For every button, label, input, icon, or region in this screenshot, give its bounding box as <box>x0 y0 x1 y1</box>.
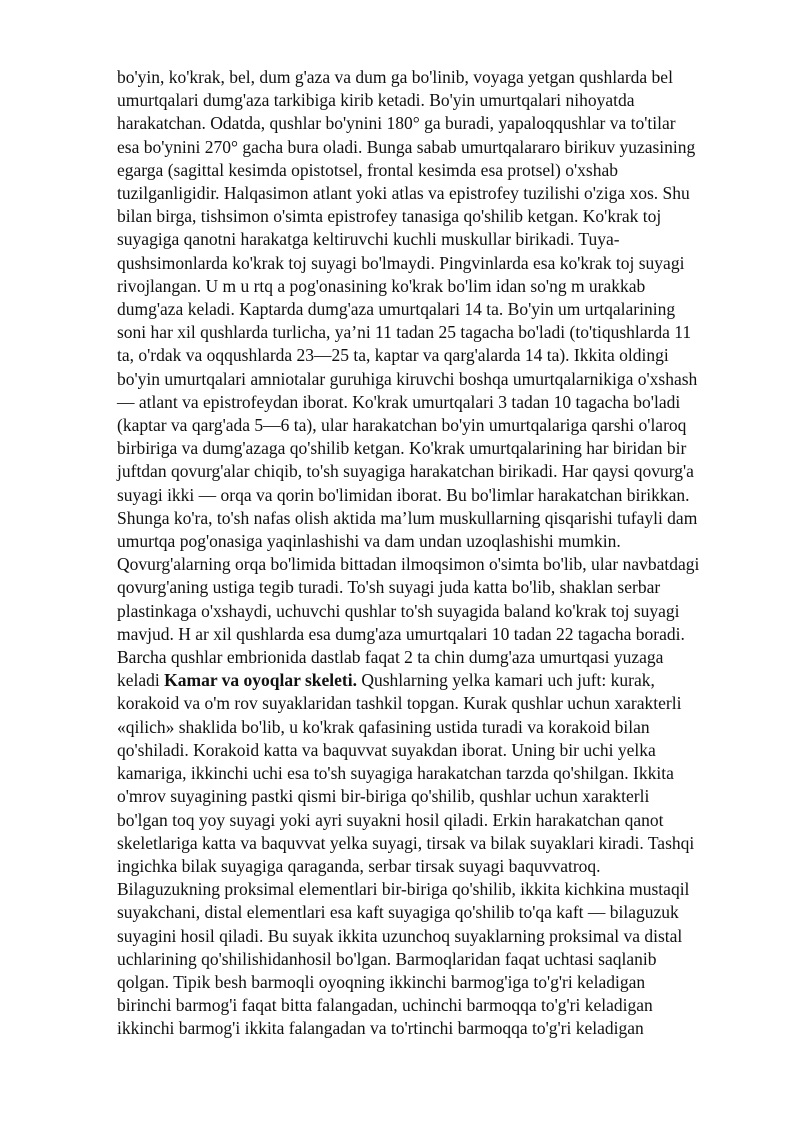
text-line: birinchi barmog'i faqat bitta falangadan, uchinchi barmoqqa to'g'ri keladigan <box>117 995 653 1016</box>
text-line: suyagiga qanotni harakatga keltiruvchi kuchli muskullar birikadi. Tuya- <box>117 229 620 250</box>
text-line: Shunga ko'ra, to'sh nafas olish aktida ma’lum muskullarning qisqarishi tufayli dam <box>117 507 698 528</box>
text-line: suyagini hosil qiladi. Bu suyak ikkita uzunchoq suyaklarning proksimal va distal <box>117 925 683 946</box>
text-line: «qilich» shaklida bo'lib, u ko'krak qafasining ustida turadi va korakoid bilan <box>117 716 650 737</box>
text-line: dumg'aza keladi. Kaptarda dumg'aza umurtqalari 14 ta. Bo'yin um urtqalarining <box>117 299 676 320</box>
text-line: bilan birga, tishsimon o'simta epistrofey tanasiga qo'shilib ketgan. Ko'krak toj <box>117 206 662 227</box>
heading-line <box>117 669 707 692</box>
text-line: kamariga, ikkinchi uchi esa to'sh suyagiga harakatchan tarzda qo'shilgan. Ikkita <box>117 763 674 784</box>
text-line: qo'shiladi. Korakoid katta va baquvvat suyakdan iborat. Uning bir uchi yelka <box>117 739 656 760</box>
text-line: — atlant va epistrofeydan iborat. Ko'krak umurtqalari 3 tadan 10 tagacha bo'ladi <box>117 391 681 412</box>
text-line: birbiriga va dumg'azaga qo'shilib ketgan. Ko'krak umurtqalarining har biridan bir <box>117 438 687 459</box>
text-line: qushsimonlarda ko'krak toj suyagi bo'lmaydi. Pingvinlarda esa ko'krak toj suyagi <box>117 252 685 273</box>
text-line: o'mrov suyagining pastki qismi bir-biriga qo'shilib, qushlar uchun xarakterli <box>117 786 650 807</box>
document-page <box>117 66 707 1041</box>
text-line: esa bo'ynini 270° gacha bura oladi. Bunga sabab umurtqalararo birikuv yuzasining <box>117 136 696 157</box>
text-line: mavjud. H ar xil qushlarda esa dumg'aza umurtqalari 10 tadan 22 tagacha boradi. <box>117 623 685 644</box>
heading-line-before: keladi <box>117 670 165 691</box>
text-line: tuzilganligidir. Halqasimon atlant yoki atlas va epistrofey tuzilishi o'ziga xos. Shu <box>117 183 690 204</box>
text-line: umurtqalari dumg'aza tarkibiga kirib ketadi. Bo'yin umurtqalari nihoyatda <box>117 90 635 111</box>
text-line: juftdan qovurg'alar chiqib, to'sh suyagiga harakatchan birikadi. Har qaysi qovurg'a <box>117 461 694 482</box>
text-line: harakatchan. Odatda, qushlar bo'ynini 180° ga buradi, yapaloqqushlar va to'tilar <box>117 113 676 134</box>
text-line: ta, o'rdak va oqqushlarda 23—25 ta, kaptar va qarg'alarda 14 ta). Ikkita oldingi <box>117 345 669 366</box>
text-line: Bilaguzukning proksimal elementlari bir-biriga qo'shilib, ikkita kichkina mustaqil <box>117 879 690 900</box>
heading-line-after: Qushlarning yelka kamari uch juft: kurak, <box>356 670 655 691</box>
text-line: ikkinchi barmog'i ikkita falangadan va to'rtinchi barmoqqa to'g'ri keladigan <box>117 1018 644 1039</box>
section-heading: Kamar va oyoqlar skeleti. <box>164 670 357 691</box>
text-line: Qovurg'alarning orqa bo'limida bittadan ilmoqsimon o'simta bo'lib, ular navbatdagi <box>117 554 700 575</box>
text-line: soni har xil qushlarda turlicha, ya’ni 11 tadan 25 tagacha bo'ladi (to'tiqushlarda 11 <box>117 322 692 343</box>
text-line: bo'yin, ko'krak, bel, dum g'aza va dum ga bo'linib, voyaga yetgan qushlarda bel <box>117 67 673 87</box>
text-line: rivojlangan. U m u rtq a pog'onasining ko'krak bo'lim idan so'ng m urakkab <box>117 275 646 296</box>
text-line: suyagi ikki — orqa va qorin bo'limidan iborat. Bu bo'limlar harakatchan birikkan. <box>117 484 690 505</box>
text-line: uchlarining qo'shilishidanhosil bo'lgan. Barmoqlaridan faqat uchtasi saqlanib <box>117 948 657 969</box>
text-line: (kaptar va qarg'ada 5—6 ta), ular harakatchan bo'yin umurtqalariga qarshi o'laroq <box>117 415 687 436</box>
paragraph-block <box>117 66 707 669</box>
paragraph-block <box>117 692 707 1040</box>
text-line: korakoid va o'm rov suyaklaridan tashkil topgan. Kurak qushlar uchun xarakterli <box>117 693 682 714</box>
text-line: egarga (sagittal kesimda opistotsel, frontal kesimda esa protsel) o'xshab <box>117 159 618 180</box>
text-line: umurtqa pog'onasiga yaqinlashishi va dam undan uzoqlashishi mumkin. <box>117 531 621 552</box>
text-line: qolgan. Tipik besh barmoqli oyoqning ikkinchi barmog'iga to'g'ri keladigan <box>117 971 646 992</box>
text-line: Barcha qushlar embrionida dastlab faqat 2 ta chin dumg'aza umurtqasi yuzaga <box>117 647 664 668</box>
text-line: plastinkaga o'xshaydi, uchuvchi qushlar to'sh suyagida baland ko'krak toj suyagi <box>117 600 680 621</box>
text-line: qovurg'aning ustiga tegib turadi. To'sh suyagi juda katta bo'lib, shaklan serbar <box>117 577 661 598</box>
text-line: bo'yin umurtqalari amniotalar guruhiga kiruvchi boshqa umurtqalarnikiga o'xshash <box>117 368 698 389</box>
text-line: ingichka bilak suyagiga qaraganda, serbar tirsak suyagi baquvvatroq. <box>117 855 601 876</box>
text-line: skeletlariga katta va baquvvat yelka suyagi, tirsak va bilak suyaklari kiradi. Tashqi <box>117 832 695 853</box>
text-line: bo'lgan toq yoy suyagi yoki ayri suyakni hosil qiladi. Erkin harakatchan qanot <box>117 809 664 830</box>
text-line: suyakchani, distal elementlari esa kaft suyagiga qo'shilib to'qa kaft — bilaguzuk <box>117 902 679 923</box>
